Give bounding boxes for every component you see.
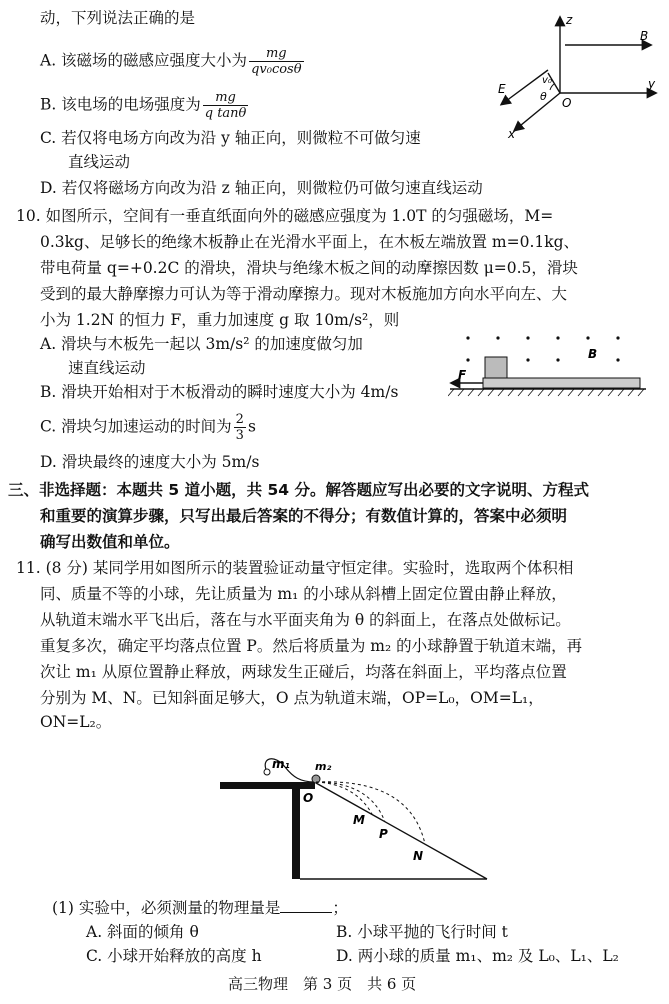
q9-option-a-text: A. 该磁场的磁感应强度大小为 — [40, 51, 248, 70]
table-leg — [292, 789, 300, 879]
force-label: F — [458, 368, 467, 382]
q9-option-b — [40, 90, 250, 121]
q10-option-b: B. 滑块开始相对于木板滑动的瞬时速度大小为 4m/s — [40, 383, 399, 401]
q11-option-c: C. 小球开始释放的高度 h — [86, 947, 262, 965]
insulating-board — [483, 378, 640, 388]
q10-line5: 小为 1.2N 的恒力 F，重力加速度 g 取 10m/s²，则 — [40, 311, 400, 329]
p-label: P — [379, 827, 388, 841]
q9-axes-figure — [490, 8, 665, 143]
slider-block — [485, 357, 507, 378]
q11-sub1 — [52, 898, 348, 918]
b-label: B — [640, 29, 649, 43]
q10-line4: 受到的最大静摩擦力可认为等于滑动摩擦力。现对木板施加方向水平向左、大 — [40, 285, 568, 303]
q11-option-d: D. 两小球的质量 m₁、m₂ 及 L₀、L₁、L₂ — [336, 947, 619, 965]
m2-label: m₂ — [315, 760, 332, 773]
q11-apparatus-figure — [215, 752, 495, 887]
ball-m1 — [264, 769, 270, 775]
q11-line3: 从轨道末端水平飞出后，落在与水平面夹角为 θ 的斜面上，在落点处做标记。 — [40, 611, 571, 629]
q9-option-d: D. 若仅将磁场方向改为沿 z 轴正向，则微粒仍可做匀速直线运动 — [40, 179, 483, 197]
q9-option-a — [40, 46, 306, 77]
q10-c-denominator: 3 — [235, 428, 244, 443]
q9-option-c-line1: C. 若仅将电场方向改为沿 y 轴正向，则微粒不可做匀速 — [40, 129, 421, 147]
q10-option-c-text: C. 滑块匀加速运动的时间为 — [40, 417, 232, 436]
ground-hatch — [448, 389, 644, 396]
q9-a-denominator: qv₀cosθ — [251, 62, 302, 77]
section3-line2: 和重要的演算步骤，只写出最后答案的不得分；有数值计算的，答案中必须明 — [40, 507, 568, 525]
y-label: y — [648, 77, 656, 91]
q11-sub1-answer-blank[interactable] — [280, 898, 332, 913]
q11-sub1-text: (1) 实验中，必须测量的物理量是 — [52, 899, 281, 917]
q9-a-numerator: mg — [249, 46, 303, 62]
section3-line1: 三、非选择题：本题共 5 道小题，共 54 分。解答题应写出必要的文字说明、方程式 — [8, 481, 589, 499]
q10-option-a-line2: 速直线运动 — [68, 359, 146, 377]
q9-option-a-fraction — [249, 46, 303, 77]
n-label: N — [413, 849, 424, 863]
q11-line7: ON=L₂。 — [40, 713, 112, 731]
q10-c-numerator: 2 — [235, 412, 244, 427]
v0-label: v₀ — [542, 75, 552, 86]
q9-option-b-fraction — [203, 90, 249, 121]
q10-line3: 带电荷量 q=+0.2C 的滑块，滑块与绝缘木板之间的动摩擦因数 μ=0.5，滑块 — [40, 259, 578, 277]
q9-intro-tail: 动，下列说法正确的是 — [40, 9, 196, 27]
x-label: x — [508, 127, 516, 141]
q9-option-b-text: B. 该电场的电场强度为 — [40, 95, 201, 114]
z-label: z — [566, 13, 573, 27]
m-label: M — [353, 813, 365, 827]
q10-option-c-unit: s — [247, 417, 256, 436]
q10-option-c-fraction — [234, 412, 246, 443]
section3-line3: 确写出数值和单位。 — [40, 533, 180, 551]
theta-label: θ — [540, 90, 547, 103]
q11-line2: 同、质量不等的小球，先让质量为 m₁ 的小球从斜槽上固定位置由静止释放， — [40, 585, 567, 603]
origin-label: O — [562, 96, 572, 110]
incline-surface — [316, 783, 487, 879]
q9-option-c-line2: 直线运动 — [68, 153, 131, 171]
o-label: O — [303, 791, 314, 805]
q10-line1: 10. 如图所示，空间有一垂直纸面向外的磁感应强度为 1.0T 的匀强磁场，M= — [16, 207, 554, 225]
q11-line1: 11. (8 分) 某同学用如图所示的装置验证动量守恒定律。实验时，选取两个体积相 — [16, 559, 574, 577]
q9-b-denominator: q tanθ — [204, 106, 247, 121]
q10-line2: 0.3kg、足够长的绝缘木板静止在光滑水平面上，在木板左端放置 m=0.1kg、 — [40, 233, 580, 251]
q11-line4: 重复多次，确定平均落点位置 P。然后将质量为 m₂ 的小球静置于轨道末端，再 — [40, 637, 583, 655]
q10-board-figure — [448, 330, 648, 400]
q10-option-c — [40, 412, 256, 443]
e-label: E — [498, 82, 506, 96]
q9-b-numerator: mg — [203, 90, 249, 106]
m1-label: m₁ — [272, 757, 290, 771]
q10-option-d: D. 滑块最终的速度大小为 5m/s — [40, 453, 260, 471]
page-footer: 高三物理 第 3 页 共 6 页 — [228, 975, 417, 993]
x-axis — [515, 93, 560, 130]
q11-option-a: A. 斜面的倾角 θ — [86, 923, 199, 941]
field-label: B — [588, 347, 598, 361]
q11-option-b: B. 小球平抛的飞行时间 t — [336, 923, 508, 941]
q11-line5: 次让 m₁ 从原位置静止释放，两球发生正碰后，均落在斜面上，平均落点位置 — [40, 663, 567, 681]
table-top — [220, 782, 315, 789]
q10-option-a-line1: A. 滑块与木板先一起以 3m/s² 的加速度做匀加 — [40, 335, 363, 353]
q11-sub1-end: ； — [332, 899, 348, 917]
q11-line6: 分别为 M、N。已知斜面足够大，O 点为轨道末端，OP=L₀，OM=L₁， — [40, 689, 544, 707]
